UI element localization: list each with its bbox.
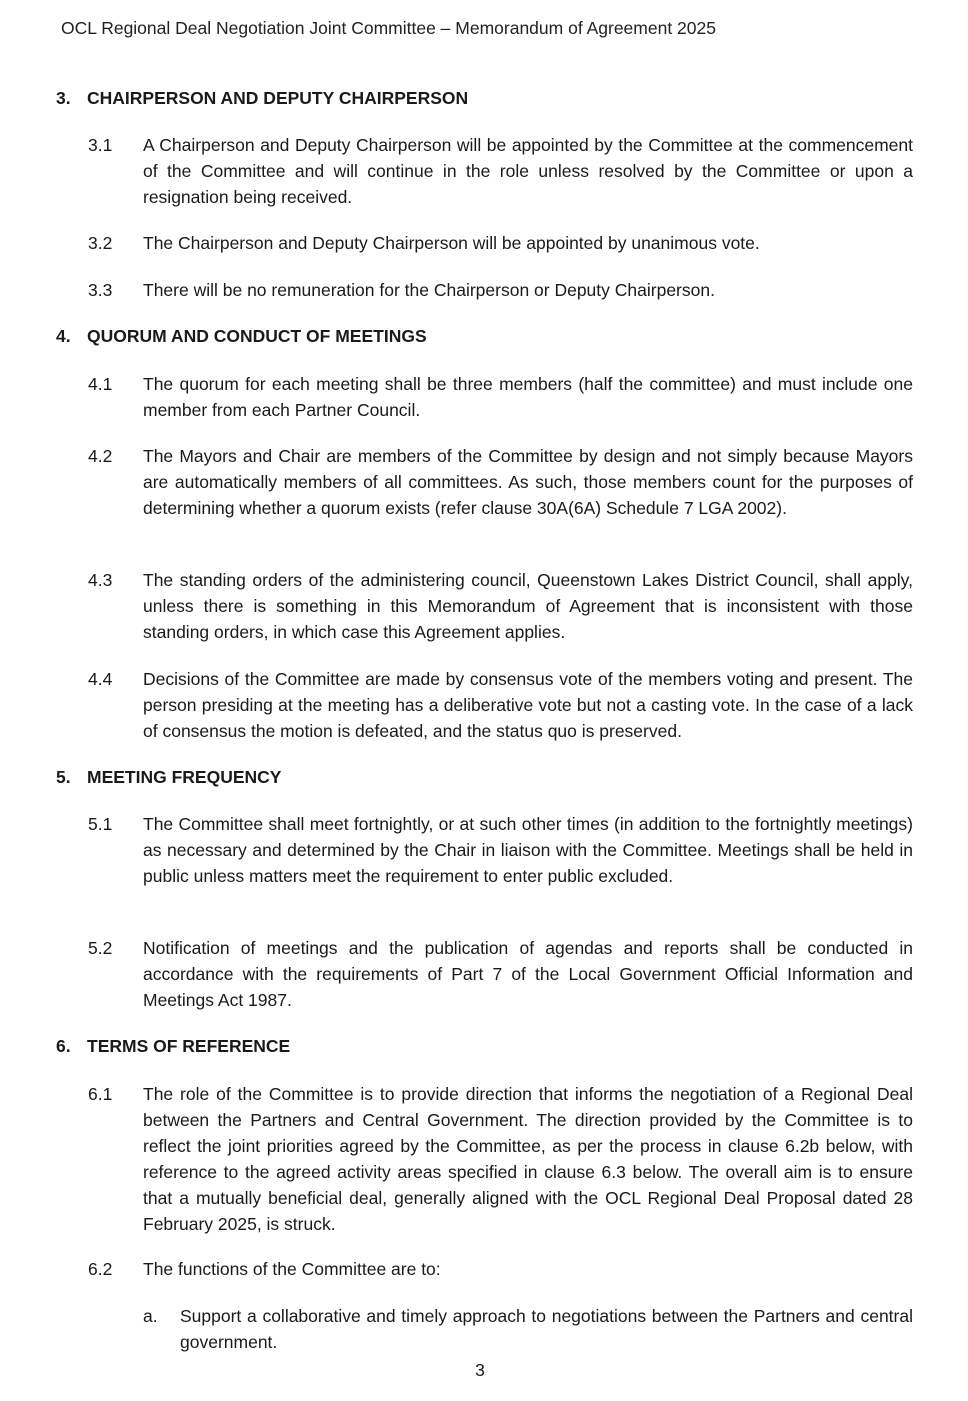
clause-text: The Committee shall meet fortnightly, or at such other times (in addition to the fortnightly meetings) as necessary and determined by the Chair in liaison with the Committee. Meetings shall be held in public unless matters meet the requirement to enter public excluded. <box>143 814 913 886</box>
running-header: OCL Regional Deal Negotiation Joint Committee – Memorandum of Agreement 2025 <box>61 18 716 38</box>
clause-text: Decisions of the Committee are made by consensus vote of the members voting and present. The person presiding at the meeting has a deliberative vote but not a casting vote. In the case of a lack of consensus the motion is defeated, and the status quo is preserved. <box>143 669 913 741</box>
clause-number: 5.2 <box>88 938 113 958</box>
clause-number: 4.3 <box>88 570 113 590</box>
clause-text: The role of the Committee is to provide direction that informs the negotiation of a Regional Deal between the Partners and Central Government. The direction provided by the Committee is to reflect the joint priorities agreed by the Committee, as per the process in clause 6.2b below, with reference to the agreed activity areas specified in clause 6.3 below. The overall aim is to ensure that a mutually beneficial deal, generally aligned with the OCL Regional Deal Proposal dated 28 February 2025, is struck. <box>143 1084 913 1234</box>
page-number: 3 <box>475 1360 485 1380</box>
section-number: 5. <box>56 767 71 787</box>
section-heading-6 <box>56 1034 290 1058</box>
clause-text: The functions of the Committee are to: <box>143 1259 441 1279</box>
clause-text: The standing orders of the administering council, Queenstown Lakes District Council, shall apply, unless there is something in this Memorandum of Agreement that is inconsistent with those standing orders, in which case this Agreement applies. <box>143 570 913 642</box>
section-title: CHAIRPERSON AND DEPUTY CHAIRPERSON <box>87 88 469 108</box>
section-title: TERMS OF REFERENCE <box>87 1036 291 1056</box>
clause-number: 3.2 <box>88 233 113 253</box>
clause-text: There will be no remuneration for the Chairperson or Deputy Chairperson. <box>143 280 715 300</box>
clause-text: The quorum for each meeting shall be three members (half the committee) and must include one member from each Partner Council. <box>143 374 913 420</box>
subitem-text: Support a collaborative and timely approach to negotiations between the Partners and central government. <box>180 1306 913 1352</box>
section-number: 6. <box>56 1036 71 1056</box>
section-title: MEETING FREQUENCY <box>87 767 282 787</box>
clause-number: 4.4 <box>88 669 113 689</box>
clause-number: 6.1 <box>88 1084 113 1104</box>
clause-number: 5.1 <box>88 814 113 834</box>
section-heading-4 <box>56 324 427 348</box>
clause-text: The Mayors and Chair are members of the Committee by design and not simply because Mayors are automatically members of all committees. As such, those members count for the purposes of determining whether a quorum exists (refer clause 30A(6A) Schedule 7 LGA 2002). <box>143 446 913 518</box>
subitem-letter: a. <box>143 1306 158 1326</box>
section-number: 3. <box>56 88 71 108</box>
clause-number: 3.1 <box>88 135 113 155</box>
section-heading-3 <box>56 86 468 110</box>
clause-number: 3.3 <box>88 280 113 300</box>
section-number: 4. <box>56 326 71 346</box>
clause-number: 4.2 <box>88 446 113 466</box>
clause-number: 6.2 <box>88 1259 113 1279</box>
clause-number: 4.1 <box>88 374 113 394</box>
clause-text: The Chairperson and Deputy Chairperson will be appointed by unanimous vote. <box>143 233 760 253</box>
clause-text: A Chairperson and Deputy Chairperson will be appointed by the Committee at the commencement of the Committee and will continue in the role unless resolved by the Committee or upon a resignation being received. <box>143 135 913 207</box>
clause-text: Notification of meetings and the publication of agendas and reports shall be conducted in accordance with the requirements of Part 7 of the Local Government Official Information and Meetings Act 1987. <box>143 938 913 1010</box>
section-title: QUORUM AND CONDUCT OF MEETINGS <box>87 326 427 346</box>
section-heading-5 <box>56 765 281 789</box>
